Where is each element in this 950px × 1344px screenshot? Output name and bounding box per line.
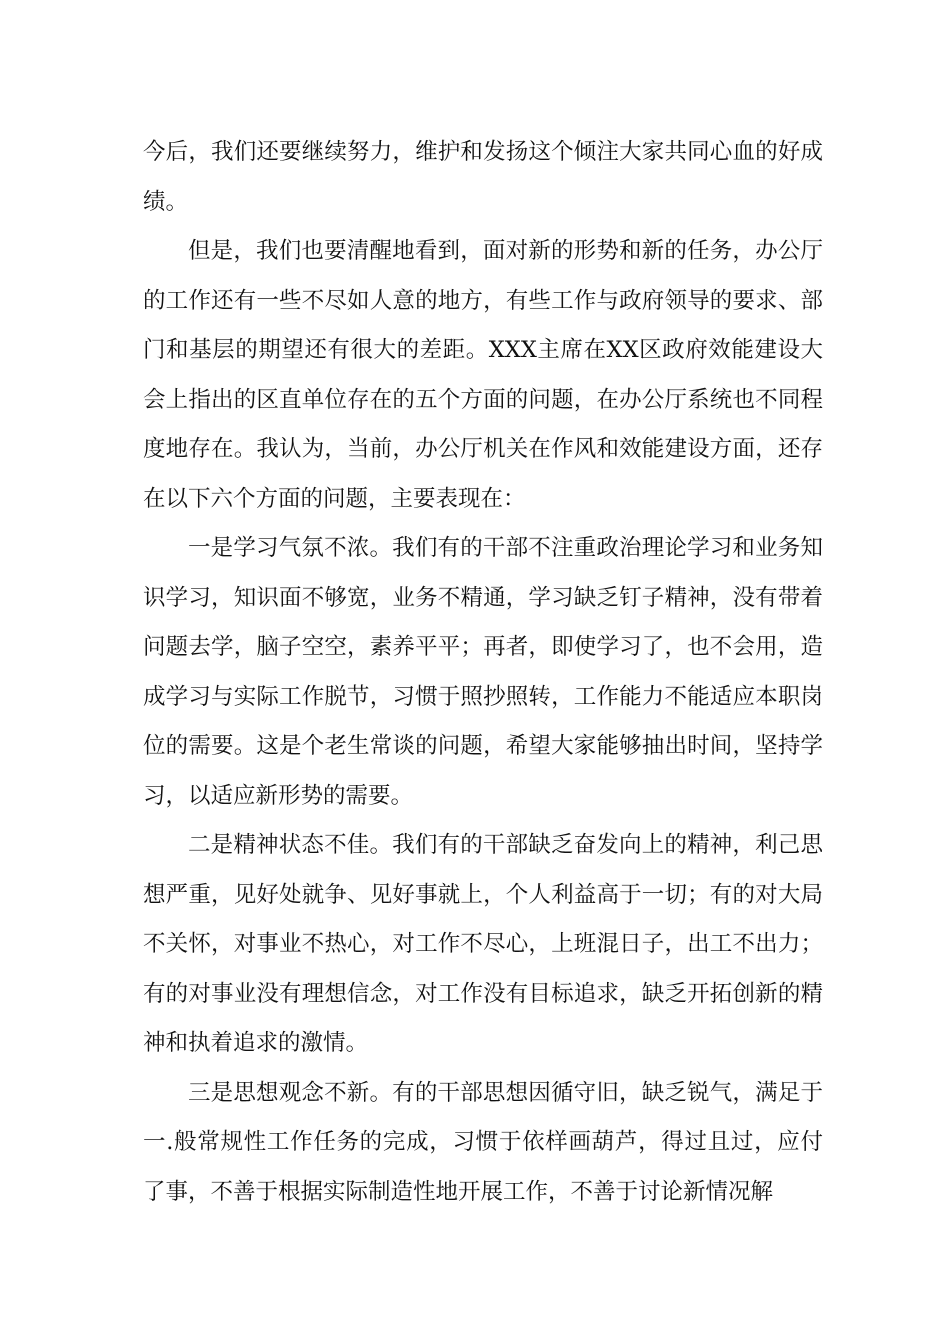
paragraph-problem-three: 三是思想观念不新。有的干部思想因循守旧，缺乏锐气，满足于一.般常规性工作任务的完成，习惯于依样画葫芦，得过且过，应付了事，不善于根据实际制造性地开展工作，不善于讨论新情况解 xyxy=(143,1079,823,1205)
paragraph-problem-two: 二是精神状态不佳。我们有的干部缺乏奋发向上的精神，利己思想严重，见好处就争、见好事就上，个人利益高于一切；有的对大局不关怀，对事业不热心，对工作不尽心，上班混日子，出工不出力；有的对事业没有理想信念，对工作没有目标追求，缺乏开拓创新的精神和执着追求的激情。 xyxy=(143,832,823,1056)
paragraph-problems-intro: 但是，我们也要清醒地看到，面对新的形势和新的任务，办公厅的工作还有一些不尽如人意的地方，有些工作与政府领导的要求、部门和基层的期望还有很大的差距。XXX主席在XX区政府效能建设大会上指出的区直单位存在的五个方面的问题，在办公厅系统也不同程度地存在。我认为，当前，办公厅机关在作风和效能建设方面，还存在以下六个方面的问题，主要表现在： xyxy=(143,238,823,512)
paragraph-problem-one: 一是学习气氛不浓。我们有的干部不注重政治理论学习和业务知识学习，知识面不够宽，业务不精通，学习缺乏钉子精神，没有带着问题去学，脑子空空，素养平平；再者，即使学习了，也不会用，造成学习与实际工作脱节，习惯于照抄照转，工作能力不能适应本职岗位的需要。这是个老生常谈的问题，希望大家能够抽出时间，坚持学习，以适应新形势的需要。 xyxy=(143,535,823,809)
document-body xyxy=(143,128,823,1217)
paragraph-continuation: 今后，我们还要继续努力，维护和发扬这个倾注大家共同心血的好成绩。 xyxy=(143,139,823,215)
